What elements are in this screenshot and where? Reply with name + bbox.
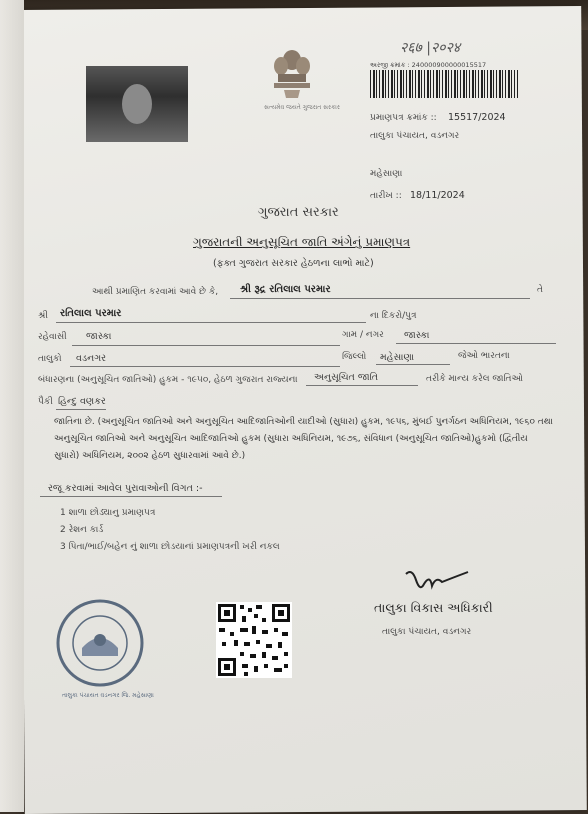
shri-label: શ્રી	[38, 311, 48, 321]
recognised-text: તરીકે માન્ય કરેલ જાતિઓ	[426, 374, 523, 384]
taluka-value: વડનગર	[76, 353, 107, 364]
qr-code	[216, 602, 292, 678]
caste-type: અનુસૂચિત જાતિ	[314, 372, 379, 383]
father-line	[56, 322, 366, 323]
taluka-label: તાલુકો	[38, 354, 62, 364]
barcode	[370, 70, 518, 98]
handwritten-signature	[402, 566, 472, 600]
certificate-note: (ફક્ત ગુજરાત સરકાર હેઠળના લાભો માટે)	[213, 258, 374, 269]
taluka-line	[70, 366, 340, 367]
caste-type-line	[306, 385, 418, 386]
issuing-district: મહેસાણા	[370, 169, 403, 179]
government-title: ગુજરાત સરકાર	[258, 205, 339, 220]
father-name: રતિલાલ પરમાર	[60, 308, 122, 319]
resident-label: રહેવાસી	[38, 332, 67, 342]
document-item: 3 પિતા/ભાઈ/બહેન નું શાળા છોડયાનાં પ્રમાણપત્રની ખરી નકલ	[60, 542, 280, 552]
caste-value: હિન્દુ વણકર	[58, 396, 106, 407]
signatory-title: તાલુકા વિકાસ અધિકારી	[374, 600, 493, 615]
district-line	[376, 364, 450, 365]
official-seal	[54, 598, 146, 688]
certificate-number-label: પ્રમાણપત્ર ક્રમાંક ::	[370, 113, 437, 123]
handwritten-number: २६७ |२०२४	[400, 40, 461, 56]
document-item: 2 રેશન કાર્ડ	[60, 525, 104, 535]
state-emblem-icon	[262, 46, 322, 100]
application-number: અરજી ક્રમાંક : 240000900000015517	[370, 61, 487, 69]
signatory-office: તાલુકા પંચાયત, વડનગર	[382, 627, 472, 637]
date-label: તારીખ ::	[370, 191, 402, 201]
resident-value: જાસ્કા	[86, 331, 112, 342]
page-edge	[0, 0, 24, 812]
holder-name: શ્રી રૂદ્ર રતિલાલ પરમાર	[240, 284, 331, 295]
caste-prefix: પૈકી	[38, 397, 53, 407]
district-label: જિલ્લો	[342, 352, 367, 362]
legal-paragraph: જાતિના છે. (અનુસૂચિત જાતિઓ અને અનુસૂચિત આદિજાતિઓની યાદીઓ (સુધારા) હુકમ, ૧૯૫૬, મુંબઈ પુનર્ગઠન અધિનિયમ, ૧૯૬૦ તથા અનુસૂચિત જાતિઓ અને અનુસૂચિત આદિજાતિઓ હુકમ (સુધારા અધિનિયમ, ૧૯૭૬, સંવિધાન (અનુસૂચિત જાતિઓ)હુકમો (દ્વિતીય સુધારો) અધિનિયમ, ૨૦૦૨ હેઠળ સુધારવામાં આવે છે.)	[54, 417, 553, 461]
issue-date: 18/11/2024	[410, 190, 465, 201]
name-line	[230, 298, 530, 299]
emblem-caption: સત્યમેવ જયતે ગુજરાત સરકાર	[264, 104, 340, 111]
resident-line	[72, 345, 340, 346]
document-item: 1 શાળા છોડ્યાનુ પ્રમાણપત્ર	[60, 508, 156, 518]
constitution-text: બંધારણના (અનુસૂચિત જાતિઓ) હુકમ - ૧૯૫૦, હેઠળ ગુજરાત રાજ્યના	[38, 375, 298, 385]
certificate-title: ગુજરાતની અનુસૂચિત જાતિ અંગેનું પ્રમાણપત્ર	[193, 235, 411, 249]
te-text: તે	[537, 285, 543, 295]
documents-heading: રજૂ કરવામાં આવેલ પુરાવાઓની વિગત :-	[48, 483, 203, 494]
district-value: મહેસાણા	[380, 352, 415, 363]
seal-text: તાલુકા પંચાયત વડનગર જિ. મહેસાણા	[62, 692, 154, 699]
caste-line	[56, 409, 106, 410]
certify-text: આથી પ્રમાણિત કરવામાં આવે છે કે,	[92, 287, 219, 297]
certificate-number: 15517/2024	[448, 112, 506, 123]
village-line	[396, 343, 556, 344]
relation-text: ના દિકરો/પુત્ર	[370, 311, 417, 321]
issuing-office: તાલુકા પંચાયત, વડનગર	[370, 131, 460, 141]
applicant-photo	[86, 66, 188, 142]
documents-heading-line	[40, 496, 222, 497]
village-value: જાસ્કા	[404, 330, 430, 341]
village-label: ગામ / નગર	[342, 330, 384, 340]
state-suffix: જેઓ ભારતના	[458, 351, 510, 361]
